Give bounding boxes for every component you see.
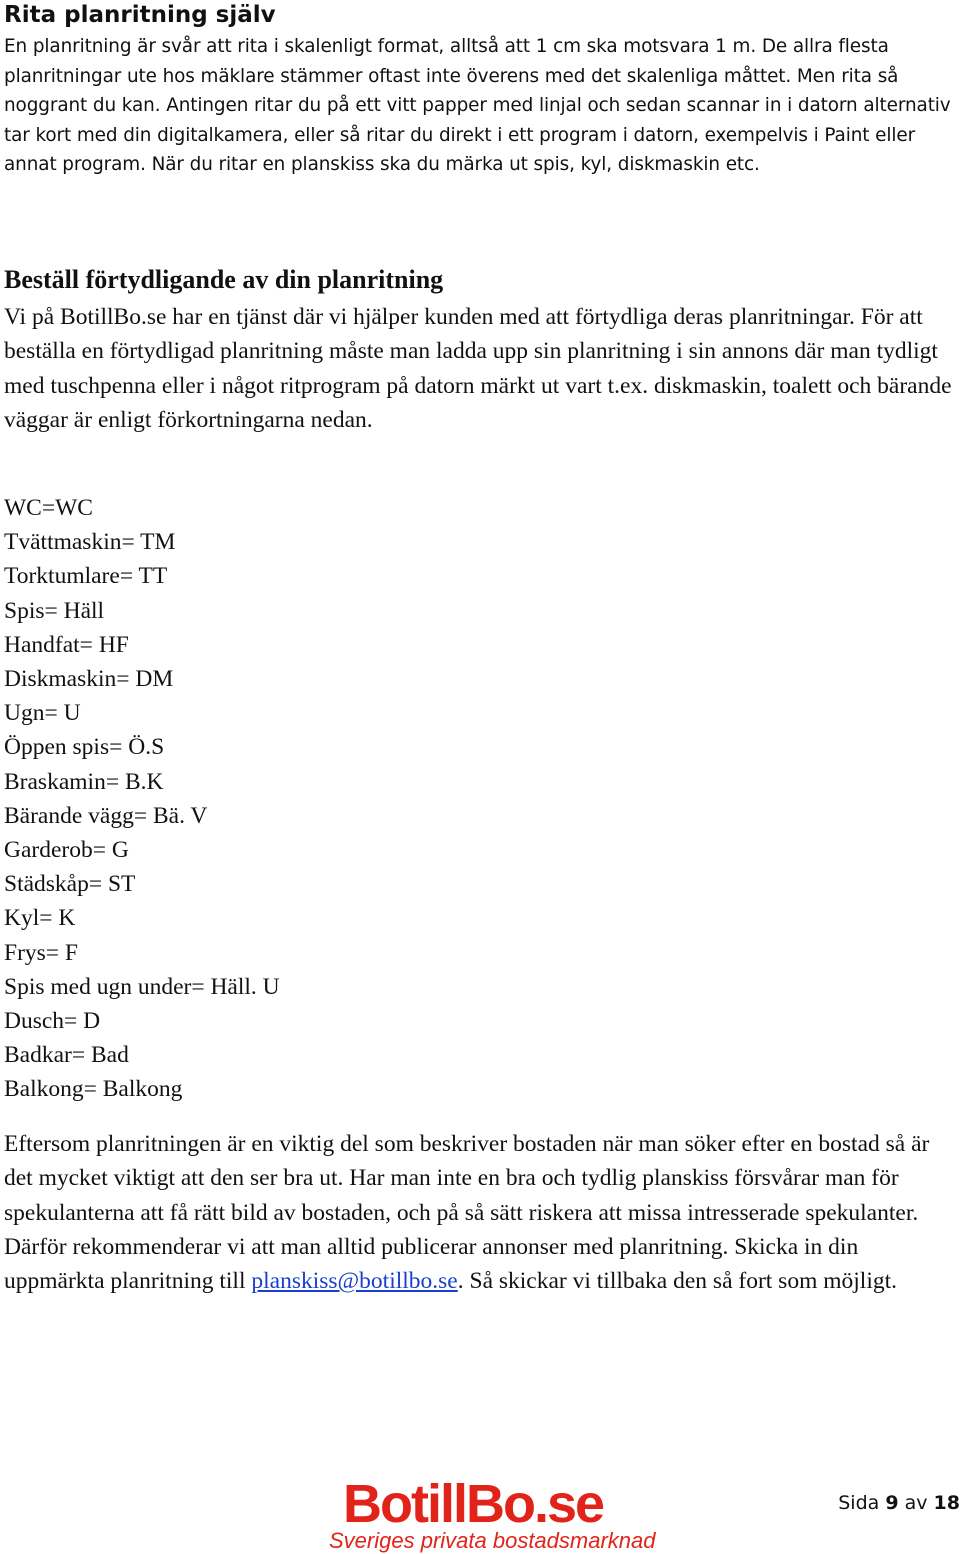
logo-tagline: Sveriges privata bostadsmarknad [329,1528,656,1553]
recommendation-text-after: . Så skickar vi tillbaka den så fort som möjligt. [457,1268,897,1295]
page-current: 9 [885,1492,899,1514]
page-total: 18 [933,1492,960,1514]
abbreviation-item: Frys= F [4,939,78,966]
heading-order-clarification: Beställ förtydligande av din planritning [4,265,444,294]
abbreviation-item: Spis= Häll [4,597,105,624]
logo-wordmark: BotillBo.se [343,1474,604,1534]
page-of: av [904,1492,928,1514]
paragraph-importance: Eftersom planritningen är en viktig del som beskriver bostaden när man söker efter en bostad så är det mycket viktigt att den ser bra ut. Har man inte en bra och tydlig planskiss försvårar man för spekulanterna att få rätt bild av bostaden, och på så sätt riskera att missa intresserade spekulanter. [4,1131,930,1226]
section-importance [4,1127,954,1298]
abbreviation-item: Badkar= Bad [4,1042,129,1069]
abbreviation-item: Bärande vägg= Bä. V [4,802,208,829]
email-link[interactable]: planskiss@botillbo.se [251,1268,458,1295]
abbreviation-item: Tvättmaskin= TM [4,529,176,556]
botillbo-logo [329,1474,656,1553]
abbreviation-item: Ugn= U [4,700,81,727]
abbreviation-item: Dusch= D [4,1008,101,1035]
abbreviation-item: Garderob= G [4,837,129,864]
abbreviation-item: Spis med ugn under= Häll. U [4,973,280,1000]
abbreviation-item: Städskåp= ST [4,871,136,898]
heading-draw-yourself: Rita planritning själv [4,2,276,28]
abbreviation-item: Braskamin= B.K [4,768,164,795]
page-label: Sida [838,1492,880,1514]
paragraph-recommendation [4,1230,954,1299]
section-order-clarification [4,264,954,437]
abbreviation-item: Öppen spis= Ö.S [4,734,165,761]
abbreviation-item: Handfat= HF [4,631,129,658]
abbreviation-item: Balkong= Balkong [4,1076,183,1103]
abbreviation-item: WC=WC [4,495,93,521]
abbreviation-item: Kyl= K [4,905,76,932]
paragraph-order-clarification: Vi på BotillBo.se har en tjänst där vi hjälper kunden med att förtydliga deras planritningar. För att beställa en förtydligad planritning måste man ladda upp sin planritning i sin annons där man tydligt med tuschpenna eller i något ritprogram på datorn märkt ut vart t.ex. diskmaskin, toalett och bärande väggar är enligt förkortningarna nedan. [4,304,952,433]
page-number [838,1492,960,1514]
abbreviation-item: Diskmaskin= DM [4,666,174,693]
abbreviation-item: Torktumlare= TT [4,563,168,590]
paragraph-draw-yourself: En planritning är svår att rita i skalenligt format, alltså att 1 cm ska motsvara 1 m. De allra flesta planritningar ute hos mäklare stämmer oftast inte överens med det skalenliga måttet. Men rita så noggrant du kan. Antingen ritar du på ett vitt papper med linjal och sedan scannar in i datorn alternativ tar kort med din digitalkamera, eller så ritar du direkt i ett program i datorn, exempelvis i Paint eller annat program. När du ritar en planskiss ska du märka ut spis, kyl, diskmaskin etc. [4,36,951,175]
recommendation-text-before: Därför rekommenderar vi att man alltid publicerar annonser med planritning. Skicka in din uppmärkta planritning till [4,1233,859,1295]
abbreviation-list [4,491,280,1107]
section-draw-yourself [4,0,954,180]
